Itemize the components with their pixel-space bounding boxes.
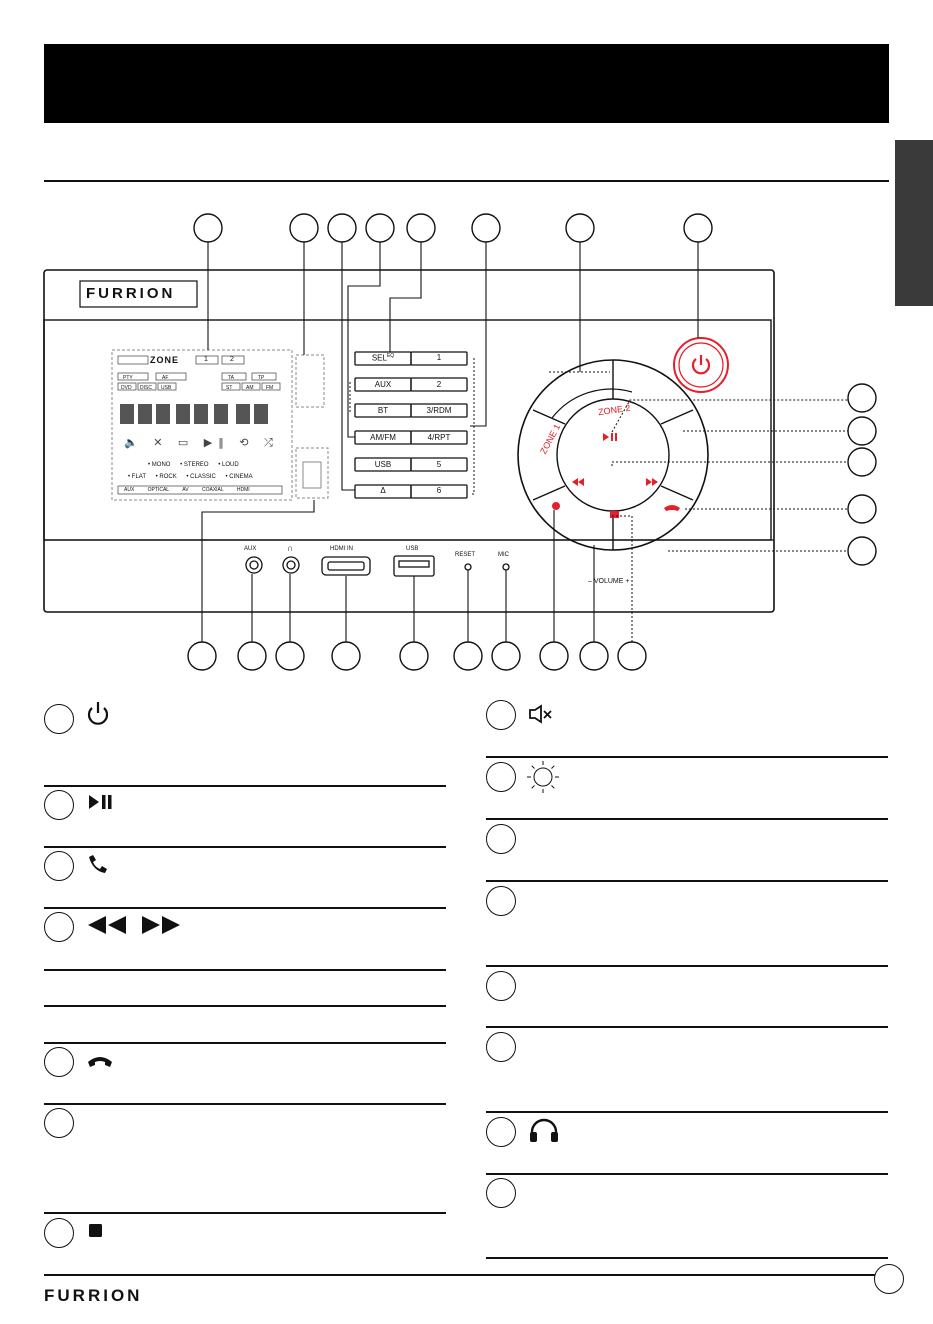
sel-button[interactable]: $SEL^{EQ}$ [371, 353, 395, 363]
preset-5-button[interactable]: 5 [436, 460, 442, 469]
display-sources: AUX OPTICAL AV COAXIAL HDMI [124, 487, 250, 493]
display-zone-1: 1 [204, 356, 208, 363]
callout-circles-top [194, 214, 712, 242]
headphone-port-label: ∩ [287, 543, 294, 553]
display-sound-modes-1: • MONO • STEREO • LOUD [148, 462, 239, 468]
display-zone-label: ZONE [150, 355, 180, 365]
leader-lines-right [612, 400, 848, 642]
legend-callout-r6 [486, 1032, 516, 1062]
dial-icons [552, 433, 680, 518]
legend-callout-play [44, 790, 74, 820]
play-pause-icon [88, 794, 114, 810]
leader-lines-bottom [202, 500, 594, 642]
usb-button[interactable]: USB [374, 460, 392, 469]
bt-button[interactable]: BT [377, 406, 389, 415]
hdmi-port-label: HDMI IN [330, 546, 353, 552]
preset-1-button[interactable]: 1 [436, 353, 442, 362]
legend-callout-power [44, 704, 74, 734]
display-zone-2: 2 [230, 356, 234, 363]
legend-callout-answer [44, 851, 74, 881]
display-playback-icons: 🔈 ✕ ▭ ▶‖ ⟲ ⤮ [124, 436, 279, 449]
ir-sensor [296, 355, 324, 407]
headphones-icon [528, 1118, 560, 1144]
zone-2-button[interactable]: ZONE 2 [597, 402, 632, 418]
preset-4-button[interactable]: 4/RPT [427, 433, 451, 442]
callout-circles-right [848, 384, 876, 565]
legend-callout-seek [44, 912, 74, 942]
phone-answer-icon [86, 853, 110, 875]
preset-2-button[interactable]: 2 [436, 380, 442, 389]
preset-3-button[interactable]: 3/RDM [426, 406, 452, 415]
brightness-icon [526, 760, 560, 794]
legend-callout-r8 [486, 1178, 516, 1208]
mic-label: MIC [498, 552, 509, 558]
footer-rule [44, 1274, 889, 1276]
aux-port-label: AUX [244, 546, 257, 552]
legend-callout-mute [486, 700, 516, 730]
source-button-shapes [355, 352, 467, 498]
footer-logo: FURRION [44, 1286, 143, 1305]
legend-callout-r3 [486, 824, 516, 854]
phone-hangup-icon [86, 1054, 114, 1068]
mute-icon [528, 704, 554, 724]
stop-icon [88, 1223, 104, 1239]
usb-port-label: USB [406, 546, 419, 552]
preset-6-button[interactable]: 6 [436, 486, 442, 495]
reset-label: RESET [455, 552, 476, 558]
legend-callout-headphones [486, 1117, 516, 1147]
callout-circles-bottom [188, 642, 646, 670]
leader-lines-top [208, 242, 580, 490]
display-sound-modes-2: • FLAT • ROCK • CLASSIC • CINEMA [128, 474, 253, 480]
ir-window [296, 448, 328, 498]
legend-callout-hangup [44, 1047, 74, 1077]
legend-callout-brightness [486, 762, 516, 792]
legend-callout-blank [44, 1108, 74, 1138]
display-segments [120, 404, 268, 424]
ports [246, 556, 509, 576]
power-icon [86, 700, 110, 726]
rewind-forward-icon [86, 914, 182, 936]
legend-callout-stop [44, 1218, 74, 1248]
zone-1-button[interactable]: ZONE 1 [538, 422, 563, 456]
panel-logo: FURRION [86, 285, 176, 302]
aux-button[interactable]: AUX [374, 380, 392, 389]
legend-callout-r5 [486, 971, 516, 1001]
eject-button[interactable]: Δ [380, 486, 386, 495]
volume-label: – VOLUME + [588, 578, 630, 585]
legend-callout-r4 [486, 886, 516, 916]
legend-section [0, 690, 933, 1280]
page-number-badge [874, 1264, 904, 1294]
am-fm-button[interactable]: AM/FM [370, 433, 396, 442]
